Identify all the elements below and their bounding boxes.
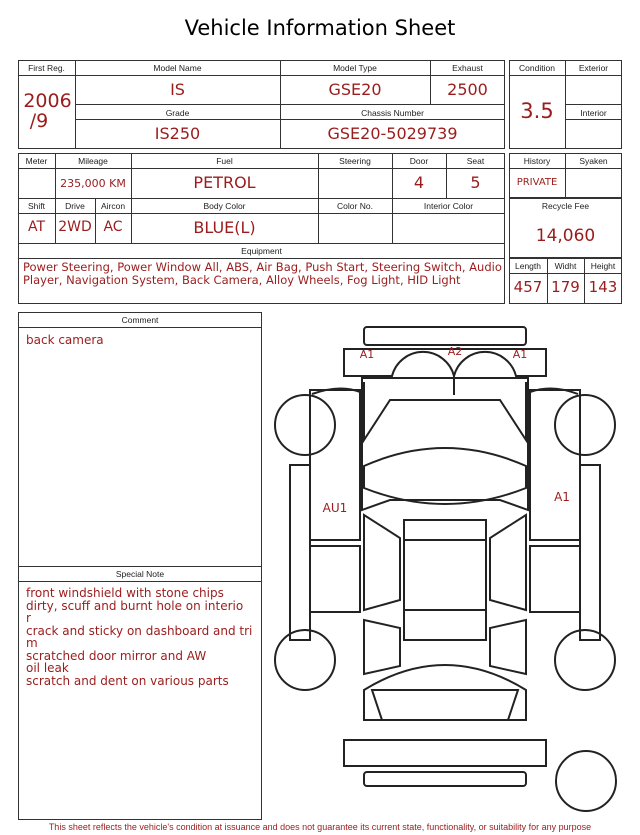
condition-label: Condition [519, 63, 555, 73]
body-color-value: BLUE(L) [193, 218, 256, 237]
recycle-fee-label: Recycle Fee [541, 201, 590, 211]
seat-value: 5 [470, 173, 481, 192]
history-label: History [523, 156, 551, 166]
car-damage-diagram [268, 318, 628, 818]
first-reg-year: 2006 [23, 90, 72, 112]
damage-mark-right-door: A1 [554, 490, 570, 504]
comment-text: back camera [26, 333, 104, 347]
door-label: Door [409, 156, 429, 166]
disclaimer-footer: This sheet reflects the vehicle's condition at issuance and does not guarantee its current state, functionality, or suitability for any purpose [48, 822, 592, 832]
interior-color-label: Interior Color [423, 201, 474, 211]
history-value: PRIVATE [516, 177, 558, 188]
model-type-value: GSE20 [328, 80, 382, 99]
mileage-label: Mileage [78, 156, 108, 166]
special-note-line: dirty, scuff and burnt hole on interio [26, 598, 244, 613]
interior-label: Interior [580, 108, 607, 118]
chassis-number-label: Chassis Number [361, 108, 424, 118]
equipment-line-2: Player, Navigation System, Back Camera, Alloy Wheels, Fog Light, HID Light [23, 273, 461, 287]
damage-mark-front-center: A2 [447, 345, 463, 358]
condition-value: 3.5 [520, 99, 554, 123]
exhaust-value: 2500 [447, 80, 488, 99]
special-note-line: r [26, 611, 31, 625]
equipment-label: Equipment [241, 246, 282, 256]
color-no-label: Color No. [337, 201, 373, 211]
special-note-line: scratch and dent on various parts [26, 673, 229, 688]
chassis-number-value: GSE20-5029739 [327, 124, 458, 143]
aircon-value: AC [103, 219, 123, 235]
damage-mark-front-right: A1 [512, 348, 528, 361]
special-note-line: oil leak [26, 661, 69, 675]
seat-label: Seat [466, 156, 485, 166]
special-note-list [26, 587, 258, 687]
special-note-line: m [26, 636, 38, 650]
height-label: Height [590, 261, 616, 271]
special-note-line: crack and sticky on dashboard and tri [26, 623, 253, 638]
first-reg-month: /9 [29, 110, 49, 132]
equipment-line-1: Power Steering, Power Window All, ABS, Air Bag, Push Start, Steering Switch, Audio [23, 260, 502, 274]
exterior-label: Exterior [578, 63, 609, 73]
drive-label: Drive [65, 201, 85, 211]
drive-value: 2WD [58, 219, 92, 235]
mileage-value: 235,000 KM [60, 177, 126, 190]
grade-value: IS250 [154, 124, 201, 143]
aircon-label: Aircon [100, 201, 126, 211]
length-label: Length [515, 261, 541, 271]
page-title: Vehicle Information Sheet [184, 16, 456, 40]
first-reg-label: First Reg. [28, 63, 65, 73]
comment-label: Comment [121, 315, 159, 325]
body-color-label: Body Color [203, 201, 246, 211]
model-name-value: IS [170, 80, 185, 99]
meter-label: Meter [25, 156, 48, 166]
fuel-label: Fuel [216, 156, 233, 166]
special-note-line: front windshield with stone chips [26, 586, 224, 600]
exhaust-label: Exhaust [452, 63, 483, 73]
width-label: Widht [554, 261, 577, 271]
steering-label: Steering [339, 156, 371, 166]
fuel-value: PETROL [193, 173, 256, 192]
door-value: 4 [413, 173, 425, 192]
special-note-line: scratched door mirror and AW [26, 648, 207, 663]
shift-value: AT [27, 219, 46, 235]
recycle-fee-value: 14,060 [535, 226, 596, 246]
shift-label: Shift [27, 201, 45, 211]
width-value: 179 [551, 278, 580, 296]
model-name-label: Model Name [153, 63, 202, 73]
length-value: 457 [513, 278, 543, 296]
height-value: 143 [588, 278, 618, 296]
syaken-label: Syaken [579, 156, 608, 166]
model-type-label: Model Type [333, 63, 377, 73]
grade-label: Grade [165, 108, 190, 118]
damage-mark-front-left: A1 [359, 348, 375, 361]
special-note-label: Special Note [115, 569, 165, 579]
damage-mark-left-door: AU1 [322, 501, 348, 515]
